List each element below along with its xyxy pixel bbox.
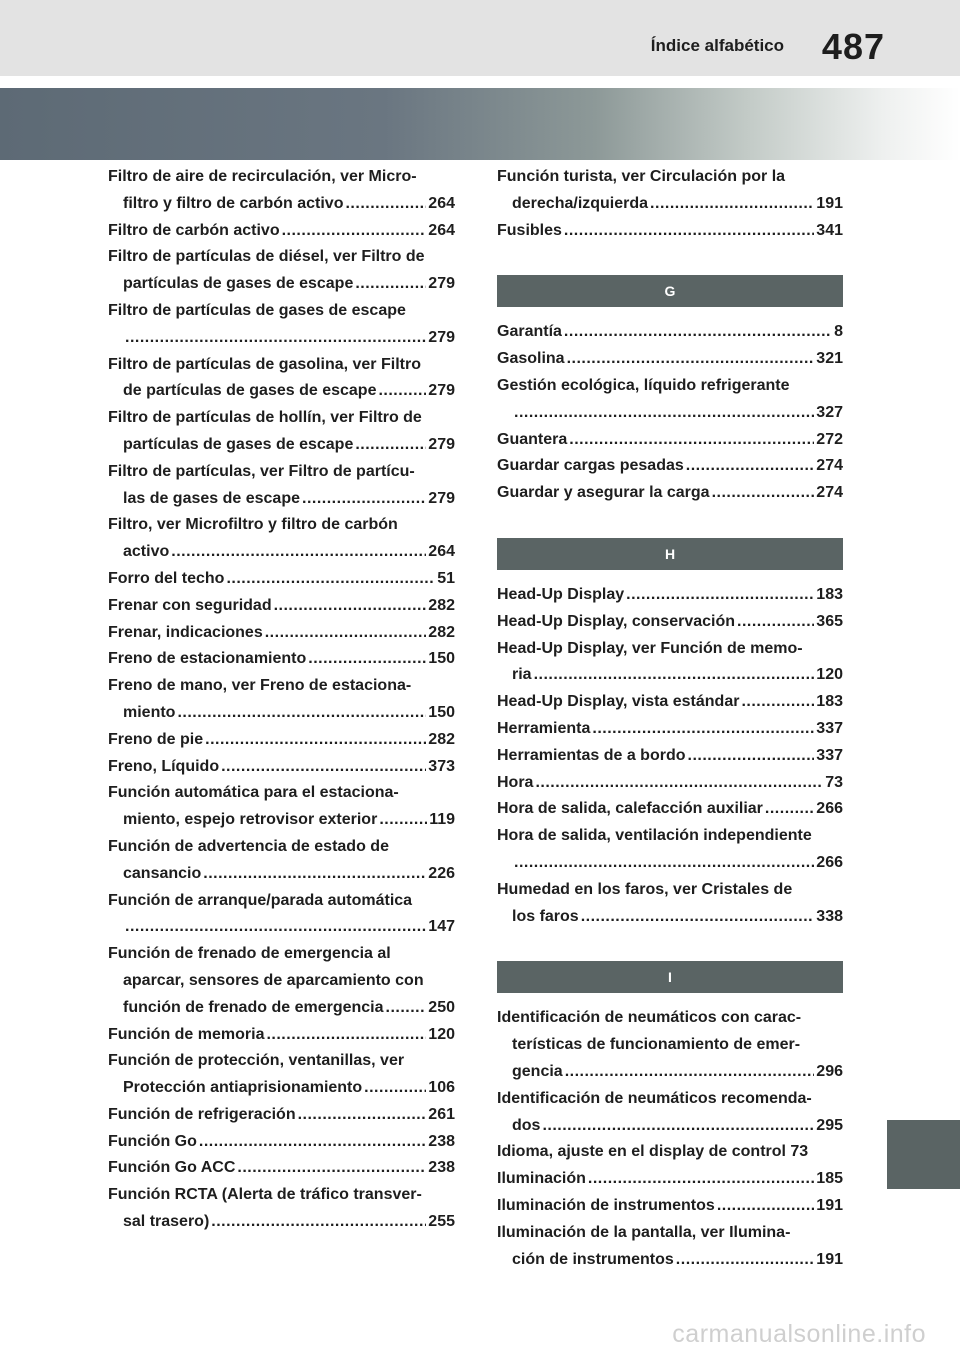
- index-entry-line: [497, 218, 843, 245]
- index-entry-line: [497, 373, 843, 400]
- index-term: miento: [123, 703, 176, 721]
- index-entry-line: [108, 754, 455, 781]
- index-entry-line: [108, 620, 455, 647]
- dot-leader: [226, 566, 435, 593]
- dot-leader: [221, 754, 426, 781]
- index-entry-line: [497, 1032, 843, 1059]
- index-entry-line: [108, 566, 455, 593]
- index-entry: [108, 646, 455, 673]
- index-entry-line: [497, 1193, 843, 1220]
- index-term: Función de frenado de emergencia al: [108, 945, 391, 963]
- index-entry-line: [108, 727, 455, 754]
- index-term: dos: [512, 1116, 541, 1134]
- index-term: Hora de salida, calefacción auxiliar: [497, 800, 763, 818]
- page-ref: 279: [428, 489, 455, 507]
- index-entry-line: [497, 1005, 843, 1032]
- index-entry-line: [108, 888, 455, 915]
- dot-leader: [765, 796, 814, 823]
- index-entry-line: [108, 244, 455, 271]
- index-entry: [497, 823, 843, 877]
- page-ref: 321: [816, 350, 843, 368]
- index-entry-line: [108, 1129, 455, 1156]
- dot-leader: [650, 191, 814, 218]
- index-entry: [497, 480, 843, 507]
- dot-leader: [266, 1022, 426, 1049]
- index-term: Filtro de partículas de gasolina, ver Filtro: [108, 355, 421, 373]
- index-term: Filtro de aire de recirculación, ver Micro-: [108, 168, 417, 185]
- page-ref: 282: [428, 623, 455, 641]
- page-ref: 296: [816, 1062, 843, 1080]
- index-entry-line: [108, 995, 455, 1022]
- index-term: Función de memoria: [108, 1025, 265, 1043]
- index-entry: [497, 319, 843, 346]
- index-entry: [108, 352, 455, 406]
- index-entry: [108, 298, 455, 352]
- watermark: carmanualsonline.info: [672, 1320, 926, 1348]
- index-term: aparcar, sensores de aparcamiento con: [123, 971, 424, 989]
- index-entry: [108, 673, 455, 727]
- index-entry: [497, 373, 843, 427]
- page-ref: 150: [428, 703, 455, 721]
- index-term: activo: [123, 543, 170, 561]
- index-term: cansancio: [123, 864, 202, 882]
- dot-leader: [274, 593, 427, 620]
- index-term: terísticas de funcionamiento de emer-: [512, 1036, 801, 1054]
- index-term: Frenar, indicaciones: [108, 623, 263, 641]
- dot-leader: [125, 914, 426, 941]
- index-entry-line: [497, 1139, 843, 1166]
- index-term: función de frenado de emergencia: [123, 998, 384, 1016]
- index-term: Función de arranque/parada automática: [108, 891, 413, 909]
- dot-leader: [564, 319, 832, 346]
- index-term: Función de protección, ventanillas, ver: [108, 1052, 405, 1070]
- index-term: Protección antiaprisionamiento: [123, 1079, 363, 1097]
- index-entry: [497, 164, 843, 218]
- index-term: Filtro de partículas de gases de escape: [108, 301, 406, 319]
- index-entry-line: [108, 352, 455, 379]
- index-entry-line: [108, 218, 455, 245]
- index-entry: [108, 244, 455, 298]
- dot-leader: [569, 427, 814, 454]
- index-term: los faros: [512, 907, 579, 925]
- index-entry: [108, 1048, 455, 1102]
- index-term: las de gases de escape: [123, 489, 300, 507]
- dot-leader: [237, 1155, 426, 1182]
- index-entry: [108, 1102, 455, 1129]
- page-ref: 120: [816, 666, 843, 684]
- dot-leader: [712, 480, 815, 507]
- index-entry-line: [497, 480, 843, 507]
- index-column-left: [108, 164, 455, 1236]
- index-entry-line: [497, 904, 843, 931]
- dot-leader: [676, 1247, 815, 1274]
- index-term: Gestión ecológica, líquido refrigerante: [497, 376, 790, 394]
- index-entry-line: [108, 968, 455, 995]
- index-entry-line: [108, 191, 455, 218]
- index-entry: [497, 689, 843, 716]
- index-entry-line: [108, 673, 455, 700]
- index-entry-line: [497, 689, 843, 716]
- index-entry-line: [108, 459, 455, 486]
- index-term: Frenar con seguridad: [108, 596, 272, 614]
- index-term: de partículas de gases de escape: [123, 382, 377, 400]
- page-ref: 272: [816, 430, 843, 448]
- index-entry-line: [108, 807, 455, 834]
- index-entry-line: [108, 1022, 455, 1049]
- dot-leader: [386, 995, 427, 1022]
- index-term: partículas de gases de escape: [123, 435, 354, 453]
- index-term: Iluminación de instrumentos: [497, 1196, 715, 1214]
- index-entry: [497, 796, 843, 823]
- index-term: partículas de gases de escape: [123, 275, 354, 293]
- page-ref: 261: [428, 1105, 455, 1123]
- index-entry-line: [497, 1086, 843, 1113]
- index-entry-line: [497, 582, 843, 609]
- dot-leader: [364, 1075, 426, 1102]
- index-entry-line: [108, 405, 455, 432]
- index-term: Guardar cargas pesadas: [497, 457, 684, 475]
- index-entry: [108, 1129, 455, 1156]
- index-term: gencia: [512, 1062, 563, 1080]
- index-entry: [108, 405, 455, 459]
- index-entry-line: [108, 1075, 455, 1102]
- index-term: Fusibles: [497, 221, 562, 239]
- dot-leader: [565, 1059, 815, 1086]
- dot-leader: [592, 716, 814, 743]
- page-ref: 274: [816, 457, 843, 475]
- index-entry-line: [108, 298, 455, 325]
- index-term: Identificación de neumáticos recomenda-: [497, 1089, 812, 1107]
- index-term: sal trasero): [123, 1213, 210, 1231]
- index-entry-line: [497, 1059, 843, 1086]
- index-entry: [497, 1166, 843, 1193]
- index-entry-line: [108, 164, 455, 191]
- index-entry: [497, 636, 843, 690]
- dot-leader: [514, 400, 814, 427]
- index-entry-line: [108, 486, 455, 513]
- page-ref: 191: [816, 1196, 843, 1214]
- index-term: Hora: [497, 773, 534, 791]
- index-entry-line: [108, 646, 455, 673]
- index-term: Filtro de carbón activo: [108, 221, 280, 239]
- index-entry-line: [108, 941, 455, 968]
- index-entry: [108, 459, 455, 513]
- index-entry: [108, 512, 455, 566]
- index-entry-line: [497, 823, 843, 850]
- index-term: Herramientas de a bordo: [497, 746, 686, 764]
- index-entry-line: [497, 636, 843, 663]
- index-term: Hora de salida, ventilación independiente: [497, 827, 812, 845]
- dot-leader: [741, 689, 814, 716]
- header-bar: [0, 0, 960, 76]
- dot-leader: [355, 271, 426, 298]
- index-entry: [497, 1193, 843, 1220]
- page-ref: 337: [816, 746, 843, 764]
- index-entry: [497, 427, 843, 454]
- index-entry: [108, 164, 455, 218]
- page-ref: 51: [437, 569, 455, 587]
- dot-leader: [737, 609, 814, 636]
- index-entry-line: [108, 700, 455, 727]
- dot-leader: [542, 1113, 814, 1140]
- index-entry-line: [497, 1113, 843, 1140]
- page-ref: 264: [428, 194, 455, 212]
- page-ref: 8: [834, 323, 843, 341]
- index-entry: [108, 727, 455, 754]
- header-banner: [0, 88, 960, 160]
- index-entry-line: [497, 716, 843, 743]
- index-entry-line: [497, 400, 843, 427]
- index-entry-line: [497, 346, 843, 373]
- index-entry: [497, 1139, 843, 1166]
- index-entry-line: [497, 1220, 843, 1247]
- dot-leader: [581, 904, 815, 931]
- dot-leader: [302, 486, 426, 513]
- index-term: ria: [512, 666, 532, 684]
- page-ref: 120: [428, 1025, 455, 1043]
- page-ref: 327: [816, 403, 843, 421]
- page-ref: 338: [816, 907, 843, 925]
- index-entry: [108, 1022, 455, 1049]
- index-entry-line: [108, 325, 455, 352]
- index-term: Filtro de partículas de hollín, ver Filtro de: [108, 409, 422, 427]
- index-entry-line: [497, 191, 843, 218]
- index-term: Forro del techo: [108, 569, 225, 587]
- index-entry-line: [497, 850, 843, 877]
- index-entry-line: [497, 1247, 843, 1274]
- index-entry-line: [108, 539, 455, 566]
- dot-leader: [534, 662, 815, 689]
- index-entry: [497, 877, 843, 931]
- index-entry: [497, 716, 843, 743]
- page-ref: 274: [816, 484, 843, 502]
- page-ref: 191: [816, 1250, 843, 1268]
- page-ref: 106: [428, 1079, 455, 1097]
- index-entry-line: [497, 796, 843, 823]
- dot-leader: [355, 432, 426, 459]
- index-entry-line: [497, 743, 843, 770]
- dot-leader: [199, 1129, 426, 1156]
- index-entry: [108, 218, 455, 245]
- index-entry: [497, 1220, 843, 1274]
- index-term: Head-Up Display, ver Función de memo-: [497, 639, 803, 657]
- index-entry: [108, 780, 455, 834]
- letter-header-i: I: [497, 961, 843, 993]
- index-entry: [108, 1182, 455, 1236]
- page-ref: 365: [816, 612, 843, 630]
- index-entry-line: [108, 1182, 455, 1209]
- index-entry-line: [108, 861, 455, 888]
- index-term: Función turista, ver Circulación por la: [497, 168, 786, 185]
- index-term: Head-Up Display: [497, 585, 625, 603]
- index-entry-line: [108, 593, 455, 620]
- index-entry-line: [108, 512, 455, 539]
- index-entry: [108, 620, 455, 647]
- index-entry-line: [497, 319, 843, 346]
- page-ref: 250: [428, 998, 455, 1016]
- index-entry-line: [108, 834, 455, 861]
- dot-leader: [298, 1102, 427, 1129]
- page-ref: 279: [428, 275, 455, 293]
- index-entry: [108, 834, 455, 888]
- index-term: derecha/izquierda: [512, 194, 649, 212]
- index-term: Función RCTA (Alerta de tráfico transver-: [108, 1186, 422, 1204]
- dot-leader: [308, 646, 426, 673]
- index-entry: [497, 346, 843, 373]
- page-ref: 255: [428, 1213, 455, 1231]
- page-ref: 238: [428, 1159, 455, 1177]
- page-ref: 73: [825, 773, 843, 791]
- dot-leader: [205, 727, 426, 754]
- index-entry-line: [108, 432, 455, 459]
- index-entry: [108, 754, 455, 781]
- index-term: Filtro de partículas, ver Filtro de partícu-: [108, 462, 415, 480]
- page-ref: 279: [428, 328, 455, 346]
- page-ref: 226: [428, 864, 455, 882]
- index-term: Guantera: [497, 430, 568, 448]
- page-ref: 150: [428, 650, 455, 668]
- page-ref: 295: [816, 1116, 843, 1134]
- index-term: Identificación de neumáticos con carac-: [497, 1009, 802, 1027]
- dot-leader: [203, 861, 426, 888]
- index-term: Función de advertencia de estado de: [108, 837, 389, 855]
- index-entry: [108, 593, 455, 620]
- page-ref: 183: [816, 585, 843, 603]
- index-entry-line: [497, 1166, 843, 1193]
- index-term: Gasolina: [497, 350, 565, 368]
- index-entry-line: [108, 1048, 455, 1075]
- dot-leader: [564, 218, 814, 245]
- index-term: Freno de pie: [108, 730, 204, 748]
- dot-leader: [211, 1209, 426, 1236]
- index-term: Freno de estacionamiento: [108, 650, 307, 668]
- index-term: Función Go: [108, 1132, 197, 1150]
- index-entry-line: [497, 609, 843, 636]
- index-term: Herramienta: [497, 719, 591, 737]
- dot-leader: [567, 346, 815, 373]
- index-term: miento, espejo retrovisor exterior: [123, 811, 378, 829]
- index-entry-line: [497, 662, 843, 689]
- index-entry: [497, 743, 843, 770]
- page-ref: 341: [816, 221, 843, 239]
- thumb-tab: [887, 1120, 960, 1189]
- index-entry-line: [108, 780, 455, 807]
- index-term: Guardar y asegurar la carga: [497, 484, 710, 502]
- page-ref: 191: [816, 194, 843, 212]
- index-entry-line: [497, 877, 843, 904]
- page-ref: 282: [428, 730, 455, 748]
- index-term: Idioma, ajuste en el display de control 73: [497, 1143, 809, 1161]
- dot-leader: [265, 620, 427, 647]
- page-number: 487: [821, 26, 885, 67]
- index-entry: [108, 888, 455, 942]
- page-ref: 264: [428, 543, 455, 561]
- dot-leader: [171, 539, 426, 566]
- index-term: Filtro, ver Microfiltro y filtro de carbón: [108, 516, 398, 534]
- index-term: ción de instrumentos: [512, 1250, 674, 1268]
- index-entry: [497, 453, 843, 480]
- dot-leader: [125, 325, 426, 352]
- index-entry-line: [108, 1209, 455, 1236]
- section-title: Índice alfabético: [650, 36, 784, 55]
- dot-leader: [717, 1193, 814, 1220]
- index-entry: [108, 566, 455, 593]
- page-ref: 337: [816, 719, 843, 737]
- index-entry: [497, 609, 843, 636]
- index-entry: [497, 218, 843, 245]
- index-entry-line: [108, 378, 455, 405]
- page-ref: 282: [428, 596, 455, 614]
- dot-leader: [282, 218, 427, 245]
- index-term: Filtro de partículas de diésel, ver Filtro de: [108, 248, 425, 266]
- index-entry-line: [108, 271, 455, 298]
- dot-leader: [588, 1166, 814, 1193]
- index-entry: [497, 770, 843, 797]
- dot-leader: [177, 700, 426, 727]
- page-ref: 264: [428, 221, 455, 239]
- index-entry-line: [497, 770, 843, 797]
- index-entry-line: [497, 427, 843, 454]
- index-term: Head-Up Display, vista estándar: [497, 693, 740, 711]
- index-entry: [108, 941, 455, 1021]
- index-term: filtro y filtro de carbón activo: [123, 194, 344, 212]
- index-term: Freno de mano, ver Freno de estaciona-: [108, 677, 412, 695]
- page-ref: 279: [428, 382, 455, 400]
- dot-leader: [686, 453, 815, 480]
- page-ref: 279: [428, 435, 455, 453]
- dot-leader: [379, 807, 427, 834]
- index-entry-line: [108, 1102, 455, 1129]
- dot-leader: [626, 582, 814, 609]
- page-ref: 238: [428, 1132, 455, 1150]
- page-ref: 266: [816, 800, 843, 818]
- page-ref: 373: [428, 757, 455, 775]
- dot-leader: [345, 191, 426, 218]
- dot-leader: [535, 770, 823, 797]
- index-column-right: [497, 164, 843, 1273]
- dot-leader: [514, 850, 814, 877]
- index-entry-line: [108, 1155, 455, 1182]
- dot-leader: [378, 378, 426, 405]
- index-term: Iluminación: [497, 1170, 586, 1188]
- page-ref: 147: [428, 918, 455, 936]
- index-term: Garantía: [497, 323, 562, 341]
- index-term: Función de refrigeración: [108, 1105, 296, 1123]
- index-entry: [497, 1005, 843, 1085]
- index-entry-line: [497, 453, 843, 480]
- index-entry: [108, 1155, 455, 1182]
- page-ref: 185: [816, 1170, 843, 1188]
- letter-header-h: H: [497, 538, 843, 570]
- page-ref: 266: [816, 853, 843, 871]
- index-term: Humedad en los faros, ver Cristales de: [497, 880, 793, 898]
- page-ref: 183: [816, 693, 843, 711]
- index-entry-line: [108, 914, 455, 941]
- index-entry: [497, 582, 843, 609]
- page-ref: 119: [429, 811, 455, 829]
- index-entry-line: [497, 164, 843, 191]
- letter-header-g: G: [497, 275, 843, 307]
- index-term: Iluminación de la pantalla, ver Ilumina-: [497, 1223, 791, 1241]
- index-term: Freno, Líquido: [108, 757, 220, 775]
- dot-leader: [688, 743, 815, 770]
- index-term: Head-Up Display, conservación: [497, 612, 735, 630]
- index-entry: [497, 1086, 843, 1140]
- index-term: Función Go ACC: [108, 1159, 236, 1177]
- index-term: Función automática para el estaciona-: [108, 784, 399, 802]
